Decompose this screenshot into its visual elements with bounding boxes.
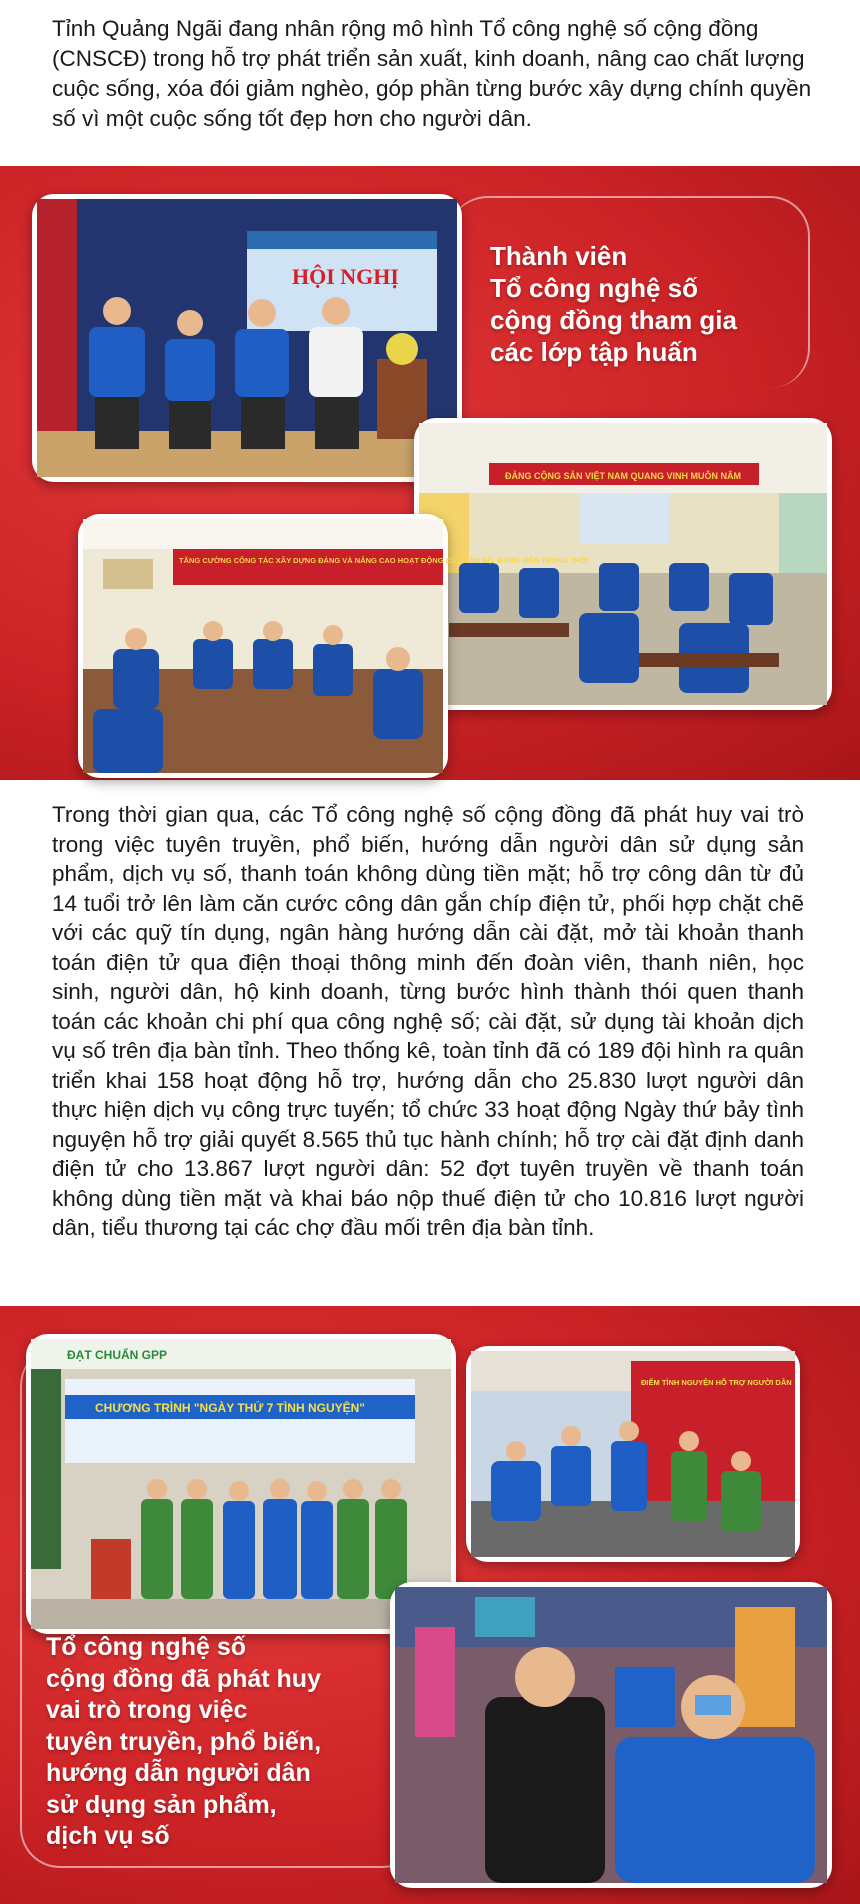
intro-paragraph: Tỉnh Quảng Ngãi đang nhân rộng mô hình Tổ công nghệ số cộng đồng (CNSCĐ) trong hỗ trợ phát triển sản xuất, kinh doanh, nâng cao chất lượng cuộc sống, xóa đói giảm nghèo, góp phần từng bước xây dựng chính quyền số vì một cuộc sống tốt đẹp hơn cho người dân. (52, 16, 812, 131)
classroom-photo-left (78, 514, 589, 778)
party-banner: ĐẢNG CỘNG SẢN VIỆT NAM QUANG VINH MUÔN NĂM (505, 471, 741, 481)
caption-line: cộng đồng tham gia (490, 305, 737, 335)
caption-line: các lớp tập huấn (490, 337, 698, 367)
banner-title: HỘI NGHỊ (292, 264, 399, 289)
help-banner: ĐIỂM TÌNH NGUYỆN HỖ TRỢ NGƯỜI DÂN (641, 1378, 792, 1387)
caption-line: hướng dẫn người dân (46, 1759, 311, 1787)
program-banner: CHƯƠNG TRÌNH "NGÀY THỨ 7 TÌNH NGUYỆN" (95, 1401, 365, 1415)
training-section (0, 166, 860, 780)
store-sign: ĐẠT CHUẨN GPP (67, 1348, 168, 1362)
caption-line: Thành viên (490, 241, 628, 271)
volunteer-group-photo (26, 1334, 456, 1634)
volunteer-section (0, 1306, 860, 1904)
caption-line: Tổ công nghệ số (46, 1633, 246, 1661)
caption-line: dịch vụ số (46, 1822, 170, 1850)
caption-line: Tổ công nghệ số (490, 273, 698, 303)
help-desk-photo (466, 1346, 800, 1562)
caption-line: vai trò trong việc (46, 1696, 248, 1724)
party-banner-left: TĂNG CƯỜNG CÔNG TÁC XÂY DỰNG ĐẢNG VÀ NÂNG CAO HOẠT ĐỘNG CỦA CÁN BỘ, ĐẢNG VIÊN TRONG THỜI (179, 556, 589, 565)
body-paragraph: Trong thời gian qua, các Tổ công nghệ số cộng đồng đã phát huy vai trò trong việc tuyên truyền, phổ biến, hướng dẫn người dân sử dụng sản phẩm, dịch vụ số, thanh toán không dùng tiền mặt; hỗ trợ công dân từ đủ 14 tuổi trở lên làm căn cước công dân gắn chíp điện tử, phối hợp chặt chẽ với các quỹ tín dụng, ngân hàng hướng dẫn cài đặt, mở tài khoản thanh toán điện tử qua điện thoại thông minh đến đoàn viên, thanh niên, học sinh, người dân, hộ kinh doanh, từng bước hình thành thói quen thanh toán các khoản chi phí qua công nghệ số; cài đặt, sử dụng tài khoản dịch vụ số trên địa bàn tỉnh. Theo thống kê, toàn tỉnh đã có 189 đội hình ra quân triển khai 158 hoạt động hỗ trợ, hướng dẫn cho 25.830 lượt người dân thực hiện dịch vụ công trực tuyến; tổ chức 33 hoạt động Ngày thứ bảy tình nguyện hỗ trợ giải quyết 8.565 thủ tục hành chính; hỗ trợ cài đặt định danh điện tử cho 13.867 lượt người dân: 52 đợt tuyên truyền về thanh toán không dùng tiền mặt và khai báo nộp thuế điện tử cho 10.816 lượt người dân, tiểu thương tại các chợ đầu mối trên địa bàn tỉnh. (52, 802, 804, 1240)
caption-line: tuyên truyền, phổ biến, (46, 1727, 322, 1756)
caption-line: sử dụng sản phẩm, (46, 1790, 277, 1819)
volunteer-caption (46, 1632, 386, 1853)
conference-photo (32, 194, 462, 482)
training-caption (490, 240, 810, 368)
market-assist-photo (390, 1582, 832, 1888)
caption-line: cộng đồng đã phát huy (46, 1664, 321, 1693)
